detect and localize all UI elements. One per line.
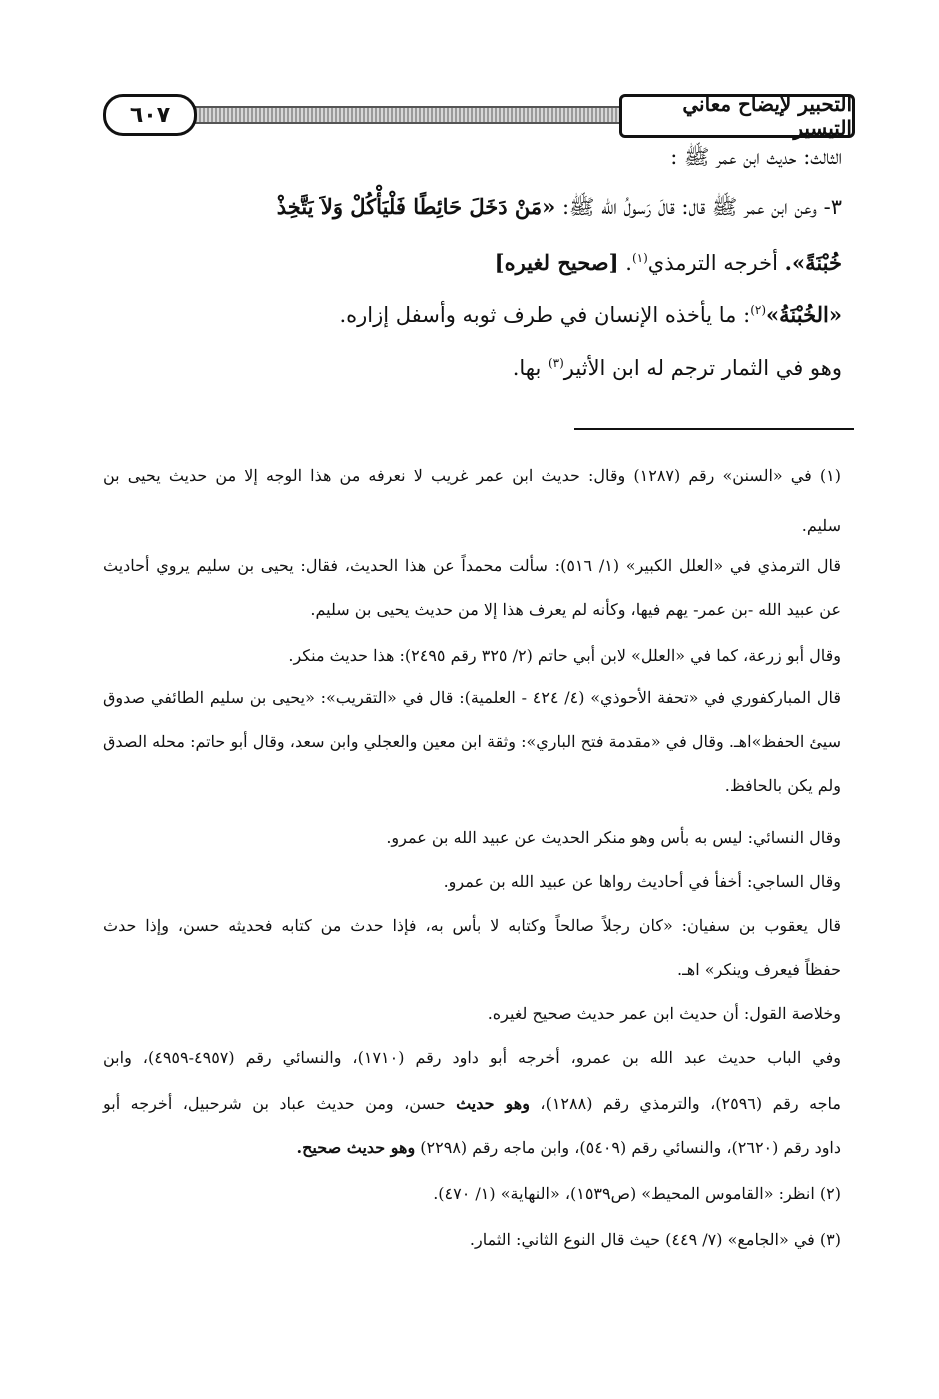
footnote-1-line-1: (١) في «السنن» رقم (١٢٨٧) وقال: حديث ابن عمر غريب لا نعرفه من هذا الوجه إلا من حديث يحيى بن xyxy=(103,466,841,485)
footnote-divider xyxy=(574,428,854,430)
book-title: التحبير لإيضاح معاني التيسير xyxy=(619,94,855,138)
footnote-1-line-15 xyxy=(103,1094,841,1113)
footnote-1-line-15-c: حسن، ومن حديث عباد بن شرحبيل، أخرجه أبو xyxy=(103,1094,457,1113)
page-header xyxy=(103,92,855,140)
footnote-1-line-13: وخلاصة القول: أن حديث ابن عمر حديث صحيح لغيره. xyxy=(487,1004,841,1023)
gloss-text: : ما يأخذه الإنسان في طرف ثوبه وأسفل إزاره. xyxy=(339,303,751,327)
footnote-1-line-5: وقال أبو زرعة، كما في «العلل» لابن أبي حاتم (٢/ ٣٢٥ رقم ٢٤٩٥): هذا حديث منكر. xyxy=(288,646,841,665)
footnote-3: (٣) في «الجامع» (٧/ ٤٤٩) حيث قال النوع الثاني: الثمار. xyxy=(469,1230,841,1249)
footnote-1-line-12: حفظاً فيعرف وينكر» اهـ. xyxy=(677,960,841,979)
hadith-text-end: خُبْنَةً». xyxy=(784,250,842,275)
takhrij: أخرجه الترمذي xyxy=(647,251,778,275)
gloss-word: «الخُبْنَةُ» xyxy=(766,302,842,327)
footnote-1-line-15-a: ماجه رقم (٢٥٩٦)، والترمذي رقم (١٢٨٨)، xyxy=(529,1094,842,1113)
footnote-1-line-7: سيئ الحفظ»اهـ. وقال في «مقدمة فتح الباري»: وثقة ابن معين والعجلي وابن سعد، وقال أبو حاتم: محله الصدق xyxy=(103,732,841,751)
footnote-1-line-14: وفي الباب حديث عبد الله بن عمرو، أخرجه أبو داود رقم (١٧١٠)، والنسائي رقم (٤٩٥٧-٤٩٥٩)، وابن xyxy=(103,1048,842,1067)
footnote-1-line-9: وقال النسائي: ليس به بأس وهو منكر الحديث عن عبيد الله بن عمرو. xyxy=(386,828,841,847)
footnote-2: (٢) انظر: «القاموس المحيط» (ص١٥٣٩)، «النهاية» (١/ ٤٧٠). xyxy=(433,1184,841,1203)
thimar-text-end: بها. xyxy=(512,356,548,380)
page-number: ٦٠٧ xyxy=(103,94,197,136)
thimar-line xyxy=(513,356,842,380)
section-heading: الثالث: حديث ابن عمر ﷺ : xyxy=(670,145,842,169)
footnote-1-line-16 xyxy=(297,1138,841,1157)
footnote-1-line-11: قال يعقوب بن سفيان: «كان رجلاً صالحاً وكتابه لا بأس به، فإذا حدث من كتابه فحديثه حسن، وإذا حدث xyxy=(103,916,841,935)
hadith-line-2: خُبْنَةً». أخرجه الترمذي$^{(١)}$. [صحيح لغيره] xyxy=(494,250,842,275)
footnote-ref-1: (١) xyxy=(631,251,648,265)
footnote-1-line-2: سليم. xyxy=(801,516,841,535)
footnote-1-line-15-bold: وهو حديث xyxy=(456,1094,530,1113)
footnote-1-line-8: ولم يكن بالحافظ. xyxy=(724,776,841,795)
header-ornament-rule xyxy=(183,106,623,124)
footnote-1-line-10: وقال الساجي: أخفأ في أحاديث رواها عن عبيد الله بن عمرو. xyxy=(443,872,841,891)
footnote-1-line-16-a: داود رقم (٢٦٢٠)، والنسائي رقم (٥٤٠٩)، وابن ماجه رقم (٢٢٩٨) xyxy=(415,1138,841,1157)
grading: [صحيح لغيره] xyxy=(494,250,619,275)
hadith-text: «مَنْ دَخَلَ حَائِطًا فَلْيَأْكُلْ وَلاَ يَتَّخِذْ xyxy=(276,194,556,219)
gloss-line xyxy=(339,302,842,327)
footnote-ref-2: (٢) xyxy=(750,303,767,317)
footnote-1-line-16-bold: وهو حديث صحيح. xyxy=(296,1138,416,1157)
hadith-line-1 xyxy=(277,194,842,225)
footnote-ref-3: (٣) xyxy=(547,356,564,370)
footnote-1-line-4: عن عبيد الله -بن عمر- يهم فيها، وكأنه لم يعرف هذا إلا من حديث يحيى بن سليم. xyxy=(310,600,841,619)
footnote-1-line-3: قال الترمذي في «العلل الكبير» (١/ ٥١٦): سألت محمداً عن هذا الحديث، فقال: يحيى بن سليم يروي أحاديث xyxy=(103,556,841,575)
hadith-intro: ٣- وعن ابن عمر ﷺ قال: قالَ رَسولُ الله ﷺ: xyxy=(561,195,842,219)
footnote-1-line-6: قال المباركفوري في «تحفة الأحوذي» (٤/ ٤٢٤ - العلمية): قال في «التقريب»: «يحيى بن سليم الطائفي صدوق xyxy=(103,688,841,707)
thimar-text: وهو في الثمار ترجم له ابن الأثير xyxy=(563,356,842,380)
